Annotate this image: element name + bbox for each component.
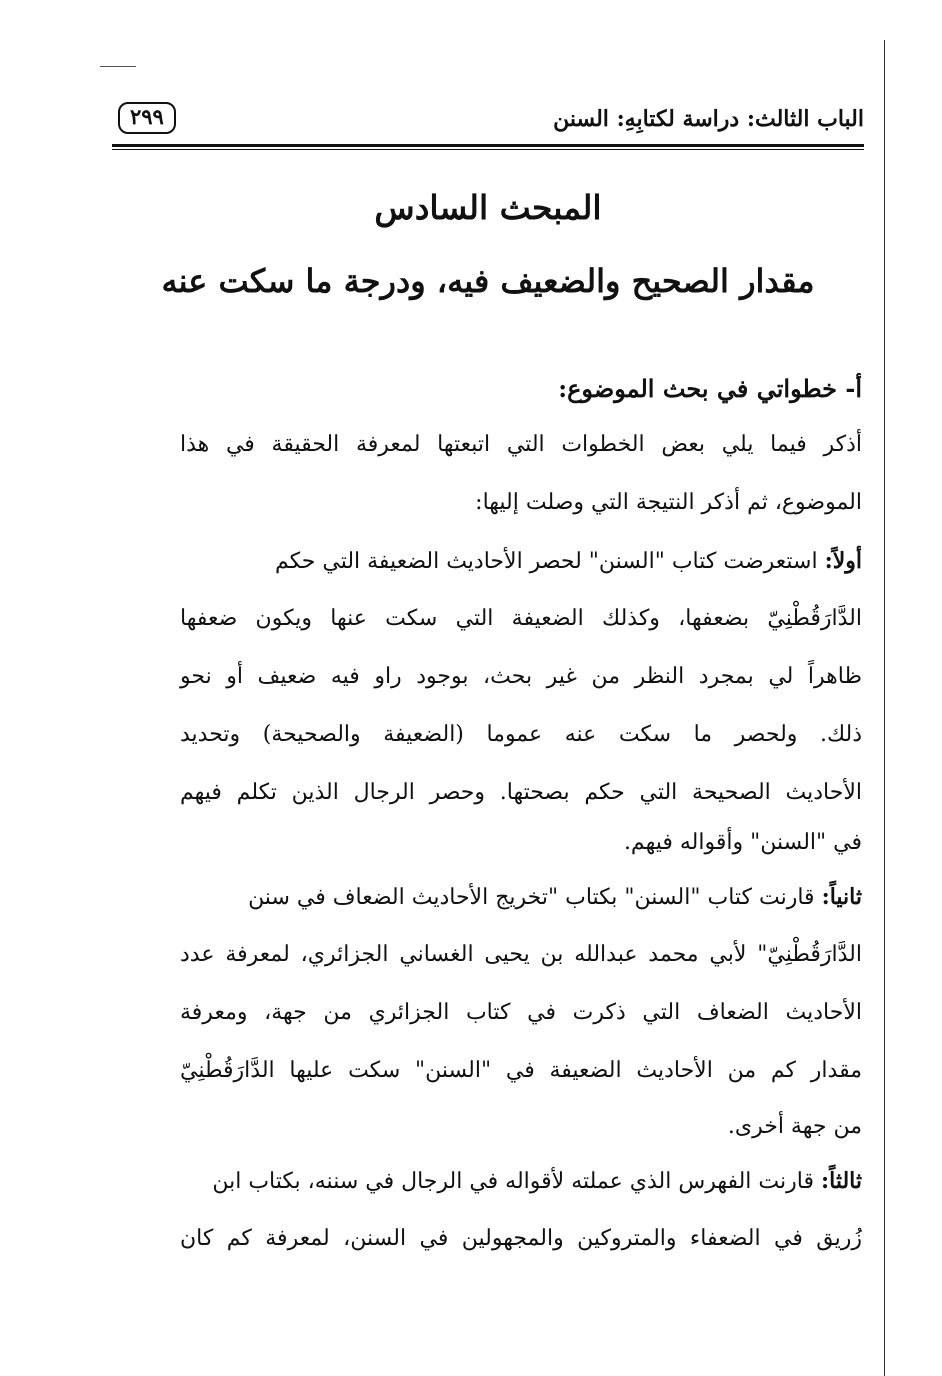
item1-line-1: استعرضت كتاب "السنن" لحصر الأحاديث الضعيفة التي حكم: [274, 549, 818, 574]
item1-line-3: ظاهراً لي بمجرد النظر من غير بحث، بوجود راو فيه ضعيف أو نحو: [180, 664, 862, 689]
chapter-title: المبحث السادس: [374, 188, 602, 227]
item3-first-line: [120, 1166, 862, 1197]
page-header: [112, 100, 864, 144]
item1-line-4: ذلك. ولحصر ما سكت عنه عموما (الضعيفة والصحيحة) وتحديد: [180, 722, 862, 747]
item2-first-line: [120, 882, 862, 913]
item2-line-5: من جهة أخرى.: [727, 1114, 862, 1139]
item3-label: ثالثاً:: [821, 1168, 862, 1194]
item1-first-line: [120, 546, 862, 577]
item2-line-4: مقدار كم من الأحاديث الضعيفة في "السنن" سكت عليها الدَّارَقُطْنِيّ: [180, 1058, 862, 1083]
item1-line-6: في "السنن" وأقواله فيهم.: [623, 830, 862, 855]
page-edge-line: [884, 40, 885, 1376]
item2-line-3: الأحاديث الضعاف التي ذكرت في كتاب الجزائري من جهة، ومعرفة: [180, 1000, 862, 1025]
item3-line-1: قارنت الفهرس الذي عملته لأقواله في الرجال في سننه، بكتاب ابن: [212, 1169, 814, 1194]
item3-line-2: زُريق في الضعفاء والمتروكين والمجهولين في السنن، لمعرفة كم كان: [180, 1226, 862, 1251]
page-number: ٢٩٩: [118, 102, 176, 134]
scan-mark: [100, 66, 136, 67]
header-rule-thin: [112, 149, 864, 150]
intro-line-1: أذكر فيما يلي بعض الخطوات التي اتبعتها لمعرفة الحقيقة في هذا: [180, 432, 862, 457]
item2-line-2: الدَّارَقُطْنِيّ" لأبي محمد عبدالله بن يحيى الغساني الجزائري، لمعرفة عدد: [180, 942, 862, 967]
item2-label: ثانياً:: [821, 884, 862, 910]
chapter-subtitle: مقدار الصحيح والضعيف فيه، ودرجة ما سكت عنه: [161, 262, 815, 300]
item1-line-5: الأحاديث الصحيحة التي حكم بصحتها. وحصر الرجال الذين تكلم فيهم: [180, 780, 862, 805]
item1-label: أولاً:: [824, 548, 862, 574]
intro-line-2: الموضوع، ثم أذكر النتيجة التي وصلت إليها:: [475, 490, 862, 515]
header-rule: [112, 144, 864, 147]
item1-line-2: الدَّارَقُطْنِيّ بضعفها، وكذلك الضعيفة التي سكت عنها ويكون ضعفها: [180, 606, 862, 631]
running-head: الباب الثالث: دراسة لكتابِهِ: السنن: [553, 106, 864, 132]
item2-line-1: قارنت كتاب "السنن" بكتاب "تخريج الأحاديث الضعاف في سنن: [248, 885, 815, 910]
section-heading: أ- خطواتي في بحث الموضوع:: [558, 374, 862, 403]
